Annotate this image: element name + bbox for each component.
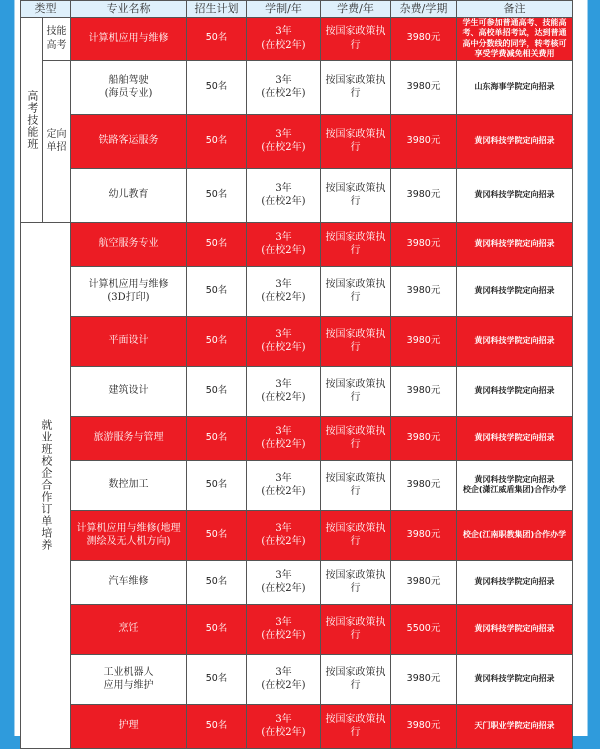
years-cell: 3年 (在校2年) — [247, 560, 321, 604]
note-cell: 黄冈科技学院定向招录 — [457, 654, 573, 704]
fee-cell: 3980元 — [391, 168, 457, 222]
major-cell: 铁路客运服务 — [71, 114, 187, 168]
tuition-cell: 按国家政策执行 — [321, 222, 391, 266]
tuition-cell: 按国家政策执行 — [321, 416, 391, 460]
table-row — [21, 510, 573, 560]
years-cell: 3年 (在校2年) — [247, 704, 321, 748]
years-cell: 3年 (在校2年) — [247, 18, 321, 61]
fee-cell: 3980元 — [391, 654, 457, 704]
years-cell: 3年 (在校2年) — [247, 366, 321, 416]
group-label-gaokao: 高考技能班 — [21, 18, 43, 223]
table-row — [21, 114, 573, 168]
plan-cell: 50名 — [187, 560, 247, 604]
col-header-type: 类型 — [21, 1, 71, 18]
note-cell: 黄冈科技学院定向招录 — [457, 168, 573, 222]
plan-cell: 50名 — [187, 18, 247, 61]
note-cell: 黄冈科技学院定向招录 — [457, 416, 573, 460]
major-cell: 计算机应用与维修 (3D打印) — [71, 266, 187, 316]
table-row — [21, 168, 573, 222]
tuition-cell: 按国家政策执行 — [321, 560, 391, 604]
major-cell: 计算机应用与维修(地理测绘及无人机方向) — [71, 510, 187, 560]
years-cell: 3年 (在校2年) — [247, 460, 321, 510]
fee-cell: 3980元 — [391, 18, 457, 61]
major-cell: 计算机应用与维修 — [71, 18, 187, 61]
note-cell: 天门职业学院定向招录 — [457, 704, 573, 748]
years-cell: 3年 (在校2年) — [247, 654, 321, 704]
years-cell: 3年 (在校2年) — [247, 222, 321, 266]
fee-cell: 5500元 — [391, 604, 457, 654]
tuition-cell: 按国家政策执行 — [321, 60, 391, 114]
col-header-major: 专业名称 — [71, 1, 187, 18]
table-row — [21, 266, 573, 316]
tuition-cell: 按国家政策执行 — [321, 654, 391, 704]
col-header-years: 学制/年 — [247, 1, 321, 18]
plan-cell: 50名 — [187, 416, 247, 460]
fee-cell: 3980元 — [391, 316, 457, 366]
plan-cell: 50名 — [187, 266, 247, 316]
note-cell: 黄冈科技学院定向招录 校企(潇江威盾集团)合作办学 — [457, 460, 573, 510]
years-cell: 3年 (在校2年) — [247, 114, 321, 168]
plan-cell: 50名 — [187, 460, 247, 510]
plan-cell: 50名 — [187, 510, 247, 560]
col-header-note: 备注 — [457, 1, 573, 18]
years-cell: 3年 (在校2年) — [247, 266, 321, 316]
table-row — [21, 316, 573, 366]
plan-cell: 50名 — [187, 604, 247, 654]
plan-cell: 50名 — [187, 704, 247, 748]
table-row — [21, 704, 573, 748]
years-cell: 3年 (在校2年) — [247, 316, 321, 366]
fee-cell: 3980元 — [391, 114, 457, 168]
major-cell: 平面设计 — [71, 316, 187, 366]
tuition-cell: 按国家政策执行 — [321, 266, 391, 316]
major-cell: 船舶驾驶 (海员专业) — [71, 60, 187, 114]
note-cell: 黄冈科技学院定向招录 — [457, 222, 573, 266]
fee-cell: 3980元 — [391, 416, 457, 460]
note-cell: 山东海事学院定向招录 — [457, 60, 573, 114]
plan-cell: 50名 — [187, 316, 247, 366]
major-cell: 护理 — [71, 704, 187, 748]
major-cell: 工业机器人 应用与维护 — [71, 654, 187, 704]
fee-cell: 3980元 — [391, 460, 457, 510]
major-cell: 幼儿教育 — [71, 168, 187, 222]
note-cell: 黄冈科技学院定向招录 — [457, 114, 573, 168]
note-cell: 学生可参加普通高考、技能高考、高校单招考试，达到普通高中分数线的同学，转考核可享受学费减免相关费用 — [457, 18, 573, 61]
table-row — [21, 416, 573, 460]
fee-cell: 3980元 — [391, 266, 457, 316]
tuition-cell: 按国家政策执行 — [321, 18, 391, 61]
table-row — [21, 604, 573, 654]
tuition-cell: 按国家政策执行 — [321, 168, 391, 222]
table-row — [21, 222, 573, 266]
major-cell: 烹饪 — [71, 604, 187, 654]
major-cell: 汽车维修 — [71, 560, 187, 604]
table-row — [21, 560, 573, 604]
note-cell: 黄冈科技学院定向招录 — [457, 366, 573, 416]
major-cell: 数控加工 — [71, 460, 187, 510]
note-cell: 黄冈科技学院定向招录 — [457, 266, 573, 316]
header-row — [21, 1, 573, 18]
tuition-cell: 按国家政策执行 — [321, 704, 391, 748]
tuition-cell: 按国家政策执行 — [321, 114, 391, 168]
table-row — [21, 60, 573, 114]
tuition-cell: 按国家政策执行 — [321, 366, 391, 416]
subgroup-label-skill-exam: 技能高考 — [43, 18, 71, 61]
plan-cell: 50名 — [187, 168, 247, 222]
major-cell: 建筑设计 — [71, 366, 187, 416]
major-cell: 旅游服务与管理 — [71, 416, 187, 460]
plan-cell: 50名 — [187, 60, 247, 114]
plan-cell: 50名 — [187, 654, 247, 704]
years-cell: 3年 (在校2年) — [247, 510, 321, 560]
table-row — [21, 460, 573, 510]
note-cell: 黄冈科技学院定向招录 — [457, 560, 573, 604]
col-header-tuition: 学费/年 — [321, 1, 391, 18]
note-cell: 校企(江南职教集团)合作办学 — [457, 510, 573, 560]
tuition-cell: 按国家政策执行 — [321, 510, 391, 560]
col-header-fee: 杂费/学期 — [391, 1, 457, 18]
tuition-cell: 按国家政策执行 — [321, 604, 391, 654]
years-cell: 3年 (在校2年) — [247, 604, 321, 654]
group-label-employment: 就业班校企合作订单培养 — [21, 222, 71, 748]
fee-cell: 3980元 — [391, 704, 457, 748]
fee-cell: 3980元 — [391, 560, 457, 604]
note-cell: 黄冈科技学院定向招录 — [457, 316, 573, 366]
years-cell: 3年 (在校2年) — [247, 60, 321, 114]
plan-cell: 50名 — [187, 114, 247, 168]
note-cell: 黄冈科技学院定向招录 — [457, 604, 573, 654]
subgroup-label-directed: 定向单招 — [43, 60, 71, 222]
major-cell: 航空服务专业 — [71, 222, 187, 266]
tuition-cell: 按国家政策执行 — [321, 316, 391, 366]
fee-cell: 3980元 — [391, 366, 457, 416]
col-header-plan: 招生计划 — [187, 1, 247, 18]
plan-cell: 50名 — [187, 222, 247, 266]
tuition-cell: 按国家政策执行 — [321, 460, 391, 510]
table-row — [21, 18, 573, 61]
years-cell: 3年 (在校2年) — [247, 416, 321, 460]
plan-cell: 50名 — [187, 366, 247, 416]
fee-cell: 3980元 — [391, 60, 457, 114]
years-cell: 3年 (在校2年) — [247, 168, 321, 222]
enrollment-table — [20, 0, 573, 749]
fee-cell: 3980元 — [391, 222, 457, 266]
table-row — [21, 366, 573, 416]
fee-cell: 3980元 — [391, 510, 457, 560]
table-row — [21, 654, 573, 704]
